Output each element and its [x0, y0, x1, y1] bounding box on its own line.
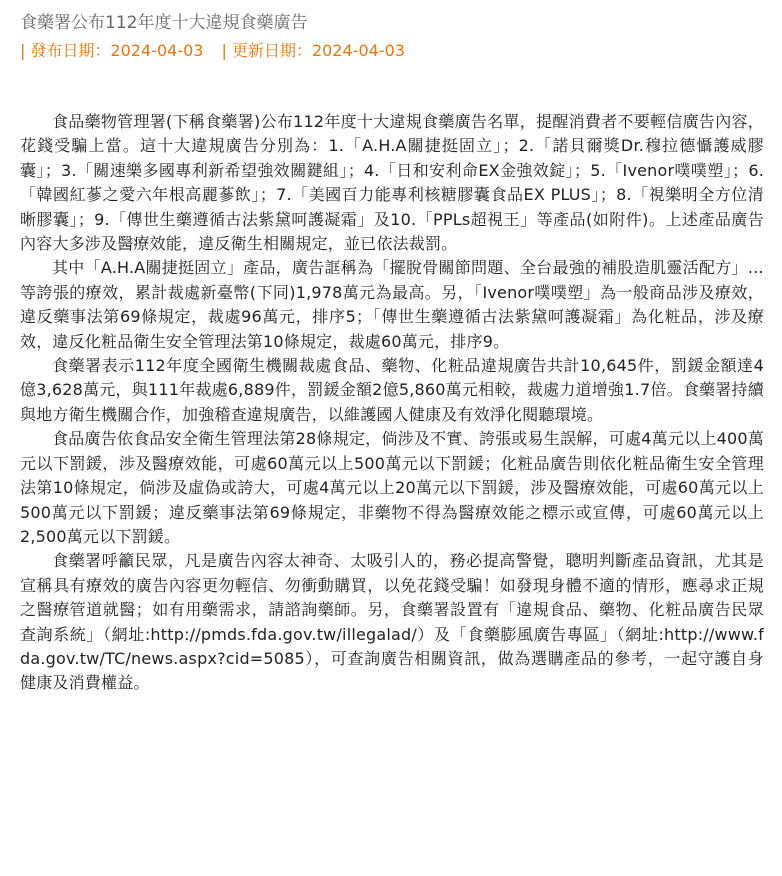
article-body — [20, 110, 764, 696]
publish-date: | 發布日期：2024-04-03 — [20, 41, 204, 60]
page-title: 食藥署公布112年度十大違規食藥廣告 — [20, 13, 308, 33]
article-paragraph-3: 食藥署表示112年度全國衛生機關裁處食品、藥物、化粧品違規廣告共計10,645件，罰鍰金額達4億3,628萬元，與111年裁處6,889件，罰鍰金額2億5,860萬元相較，裁處力道增強1.7倍。食藥署持續與地方衛生機關合作，加強稽查違規廣告，以維護國人健康及有效淨化閱聽環境。 — [20, 356, 764, 424]
article-paragraph-5: 食藥署呼籲民眾，凡是廣告內容太神奇、太吸引人的，務必提高警覺，聰明判斷產品資訊，尤其是宣稱具有療效的廣告內容更勿輕信、勿衝動購買，以免花錢受騙！如發現身體不適的情形，應尋求正規之醫療管道就醫；如有用藥需求，請諮詢藥師。另，食藥署設置有「違規食品、藥物、化粧品廣告民眾查詢系統」（網址:http://pmds.fda.gov.tw/illegalad/）及「食藥膨風廣告專區」（網址:http://www.fda.gov.tw/TC/news.aspx?cid=5085），可查詢廣告相關資訊，做為選購產品的參考，一起守護自身健康及消費權益。 — [20, 551, 764, 693]
date-info — [20, 38, 764, 64]
article-paragraph-1: 食品藥物管理署(下稱食藥署)公布112年度十大違規食藥廣告名單，提醒消費者不要輕信廣告內容，花錢受騙上當。這十大違規廣告分別為：1.「A.H.A關捷挺固立」；2.「諾貝爾獎Dr.穆拉德懾護威膠囊」；3.「關速樂多國專利新希望強效關鍵組」；4.「日和安利命EX金強效錠」；5.「Ivenor噗噗塑」；6.「韓國紅蔘之愛六年根高麗蔘飲」；7.「美國百力能專利核糖膠囊食品EX PLUS」；8.「視樂明全方位清晰膠囊」；9.「傳世生藥遵循古法紫黛呵護凝霜」及10.「PPLs超視王」等產品(如附件)。上述產品廣告內容大多涉及醫療效能，違反衛生相關規定，並已依法裁罰。 — [20, 112, 764, 254]
article-paragraph-4: 食品廣告依食品安全衛生管理法第28條規定，倘涉及不實、誇張或易生誤解，可處4萬元以上400萬元以下罰鍰，涉及醫療效能，可處60萬元以上500萬元以下罰鍰；化粧品廣告則依化粧品衛生安全管理法第10條規定，倘涉及虛偽或誇大，可處4萬元以上20萬元以下罰鍰，涉及醫療效能，可處60萬元以上500萬元以下罰鍰；違反藥事法第69條規定，非藥物不得為醫療效能之標示或宣傳，可處60萬元以上2,500萬元以下罰鍰。 — [20, 429, 764, 546]
update-date: | 更新日期：2024-04-03 — [221, 41, 405, 60]
article-paragraph-2: 其中「A.H.A關捷挺固立」產品，廣告誆稱為「擺脫骨關節問題、全台最強的補股造肌靈活配方」…等誇張的療效，累計裁處新臺幣(下同)1,978萬元為最高。另，「Ivenor噗噗塑」為一般商品涉及療效，違反藥事法第69條規定，裁處96萬元，排序5；「傳世生藥遵循古法紫黛呵護凝霜」為化粧品，涉及療效，違反化粧品衛生安全管理法第10條規定，裁處60萬元，排序9。 — [20, 258, 764, 351]
